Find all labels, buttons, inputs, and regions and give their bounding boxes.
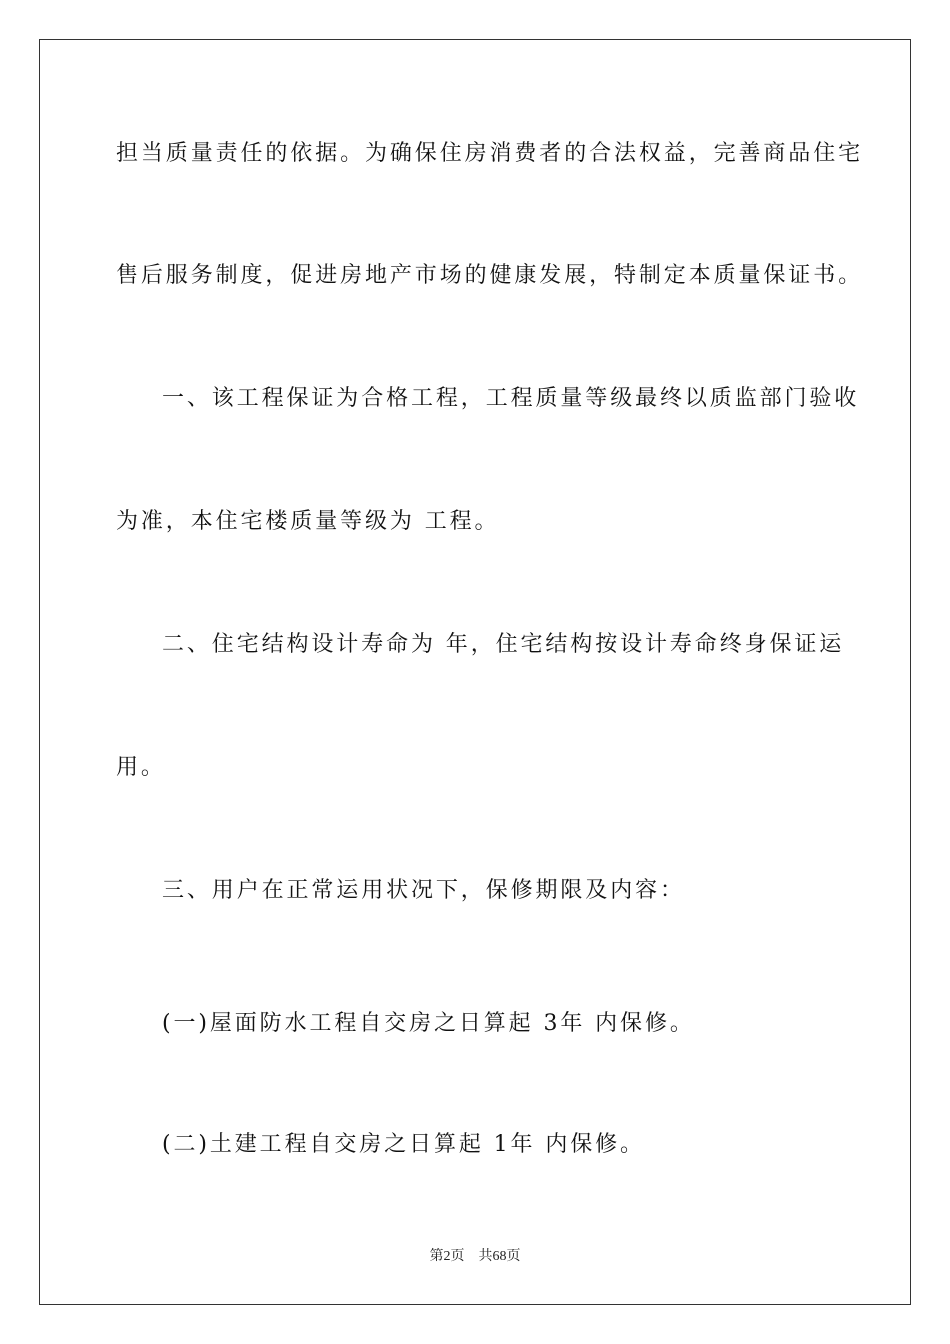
paragraph-line: 售后服务制度，促进房地产市场的健康发展，特制定本质量保证书。: [116, 263, 864, 288]
paragraph-line: (二)土建工程自交房之日算起 1年 内保修。: [162, 1132, 645, 1157]
paragraph-line: 一、该工程保证为合格工程，工程质量等级最终以质监部门验收: [162, 386, 860, 411]
paragraph-line: 为准，本住宅楼质量等级为 工程。: [116, 509, 500, 534]
page-border: [39, 39, 911, 1305]
paragraph-line: 二、住宅结构设计寿命为 年，住宅结构按设计寿命终身保证运: [162, 632, 845, 657]
page-number: 第2页: [429, 1249, 465, 1264]
paragraph-line: 用。: [116, 755, 166, 780]
paragraph-line: 三、用户在正常运用状况下，保修期限及内容：: [162, 878, 685, 903]
page-footer: [0, 1248, 950, 1266]
paragraph-line: 担当质量责任的依据。为确保住房消费者的合法权益，完善商品住宅: [116, 141, 864, 166]
paragraph-line: (一)屋面防水工程自交房之日算起 3年 内保修。: [162, 1011, 695, 1036]
page-total: 共68页: [478, 1249, 521, 1264]
